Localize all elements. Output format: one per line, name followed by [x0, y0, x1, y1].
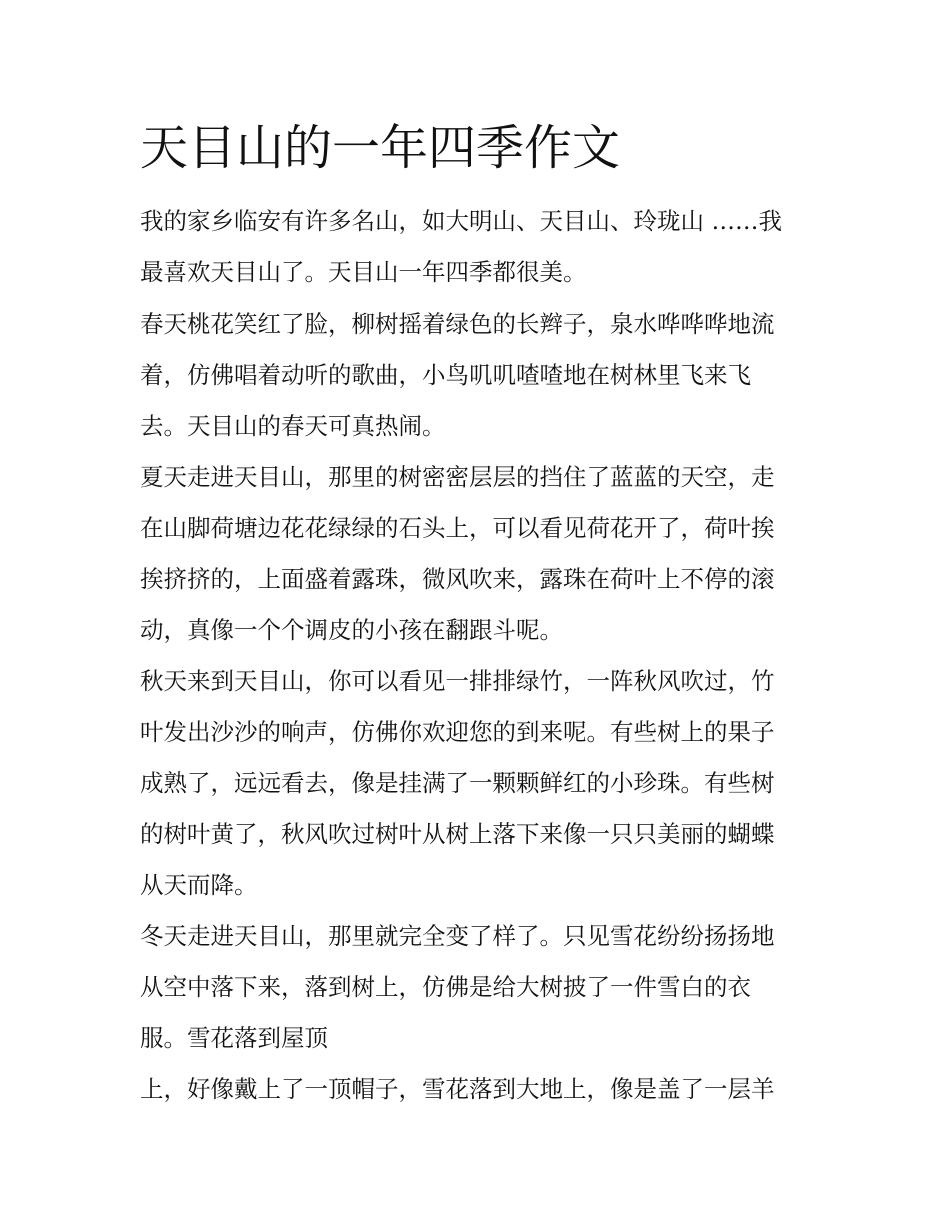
text-line: 最喜欢天目山了。天目山一年四季都很美。: [140, 258, 587, 286]
text-line: 上，好像戴上了一顶帽子，雪花落到大地上，像是盖了一层羊: [140, 1075, 775, 1103]
text-line: 冬天走进天目山，那里就完全变了样了。只见雪花纷纷扬扬地: [140, 922, 775, 950]
text-line: 动，真像一个个调皮的小孩在翻跟斗呢。: [140, 616, 563, 644]
text-line: 我的家乡临安有许多名山，如大明山、天目山、玲珑山 ……我: [140, 207, 782, 235]
text-line: 着，仿佛唱着动听的歌曲，小鸟叽叽喳喳地在树林里飞来飞: [140, 361, 751, 389]
text-line: 夏天走进天目山，那里的树密密层层的挡住了蓝蓝的天空，走: [140, 463, 775, 491]
text-line: 从空中落下来，落到树上，仿佛是给大树披了一件雪白的衣: [140, 973, 751, 1001]
text-line: 秋天来到天目山，你可以看见一排排绿竹，一阵秋风吹过，竹: [140, 667, 775, 695]
text-line: 的树叶黄了，秋风吹过树叶从树上落下来像一只只美丽的蝴蝶: [140, 820, 775, 848]
text-line: 从天而降。: [140, 871, 258, 899]
text-line: 春天桃花笑红了脸，柳树摇着绿色的长辫子，泉水哗哗哗地流: [140, 310, 775, 338]
text-line: 叶发出沙沙的响声，仿佛你欢迎您的到来呢。有些树上的果子: [140, 718, 775, 746]
text-line: 服。雪花落到屋顶: [140, 1024, 328, 1052]
page-title: 天目山的一年四季作文: [140, 120, 621, 176]
text-line: 去。天目山的春天可真热闹。: [140, 412, 446, 440]
text-line: 成熟了，远远看去，像是挂满了一颗颗鲜红的小珍珠。有些树: [140, 769, 775, 797]
text-line: 在山脚荷塘边花花绿绿的石头上，可以看见荷花开了，荷叶挨: [140, 514, 775, 542]
text-line: 挨挤挤的，上面盛着露珠，微风吹来，露珠在荷叶上不停的滚: [140, 565, 775, 593]
